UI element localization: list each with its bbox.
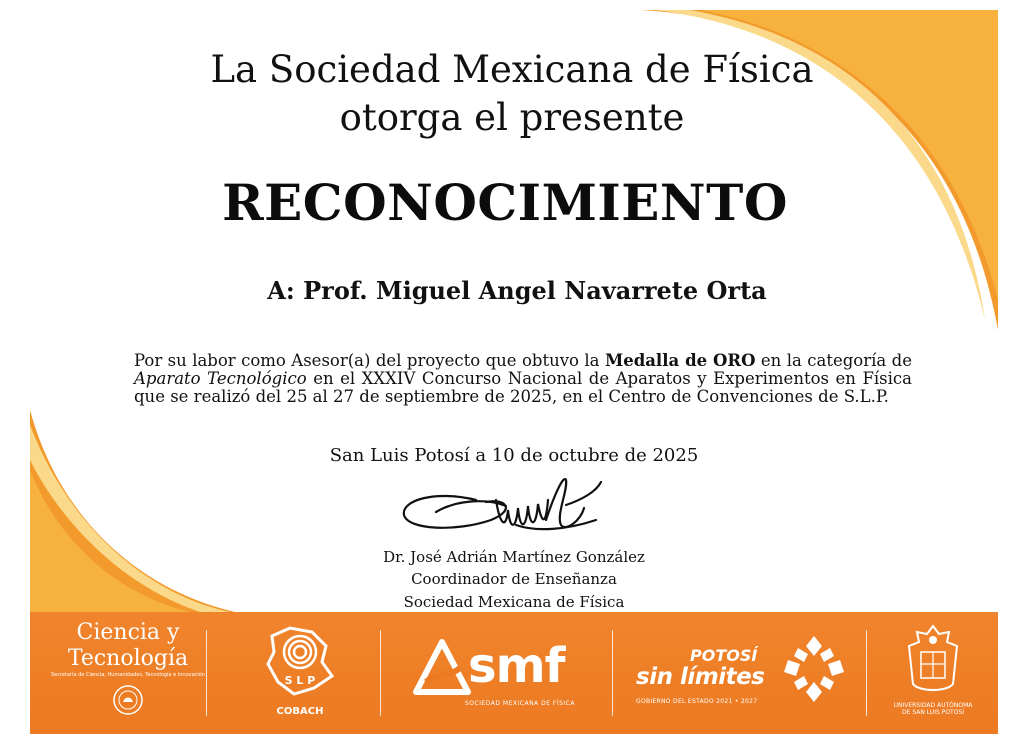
smf-logo (412, 632, 588, 722)
ciencia-tecnologia-logo (48, 620, 208, 716)
footer-divider (866, 630, 867, 716)
smf-subtitle: SOCIEDAD MEXICANA DE FÍSICA (465, 700, 575, 707)
uaslp-logo (878, 624, 988, 724)
signer-organization: Sociedad Mexicana de Física (403, 593, 625, 611)
signature-image (396, 470, 616, 550)
gobierno-label: GOBIERNO DEL ESTADO 2021 • 2027 (636, 698, 758, 705)
heading-line-1: La Sociedad Mexicana de Física (210, 48, 814, 91)
smf-wordmark: smf (468, 638, 565, 694)
ciencia-line-2: Tecnología (67, 646, 189, 671)
mexico-seal-icon (112, 684, 144, 716)
cobach-map-icon (252, 622, 348, 706)
sin-limites-label: sin límites (636, 664, 765, 690)
xoconostle-icon (782, 634, 846, 704)
signer-name: Dr. José Adrián Martínez González (383, 548, 645, 566)
place-date: San Luis Potosí a 10 de octubre de 2025 (329, 445, 699, 466)
potosi-sin-limites-logo (632, 630, 852, 720)
footer-divider (380, 630, 381, 716)
medal-text: Medalla de ORO (604, 351, 756, 370)
uaslp-name (878, 702, 988, 716)
uaslp-line-2: DE SAN LUIS POTOSÍ (902, 709, 964, 716)
cobach-label: COBACH (276, 706, 324, 717)
footer-divider (206, 630, 207, 716)
uaslp-line-1: UNIVERSIDAD AUTÓNOMA (893, 702, 973, 709)
ciencia-subtitle: Secretaría de Ciencia, Humanidades, Tecnología e Innovación (50, 672, 206, 678)
uaslp-shield-icon (903, 624, 963, 698)
smf-triangle-icon (412, 638, 472, 698)
heading-line-2: otorga el presente (339, 96, 685, 139)
body-part-2: en la categoría de (755, 351, 912, 370)
signer-role: Coordinador de Enseñanza (411, 570, 617, 588)
body-part-1: Por su labor como Asesor(a) del proyecto que obtuvo la (134, 351, 605, 370)
ciencia-line-1: Ciencia y (76, 620, 180, 645)
body-part-3: en el XXXIV Concurso Nacional de Aparatos y Experimentos en Física que se realizó del 25 al 27 de septiembre de 2025, en el Centro de Convenciones de S.L.P. (134, 369, 912, 406)
potosi-label: POTOSÍ (690, 646, 758, 665)
recipient-name: A: Prof. Miguel Angel Navarrete Orta (267, 276, 767, 305)
certificate-title: RECONOCIMIENTO (222, 173, 788, 232)
body-paragraph (134, 352, 912, 406)
footer-logo-bar (30, 612, 998, 734)
footer-divider (612, 630, 613, 716)
category-text: Aparato Tecnológico (134, 369, 307, 388)
cobach-letters: S L P (284, 674, 316, 687)
cobach-logo (252, 622, 348, 722)
